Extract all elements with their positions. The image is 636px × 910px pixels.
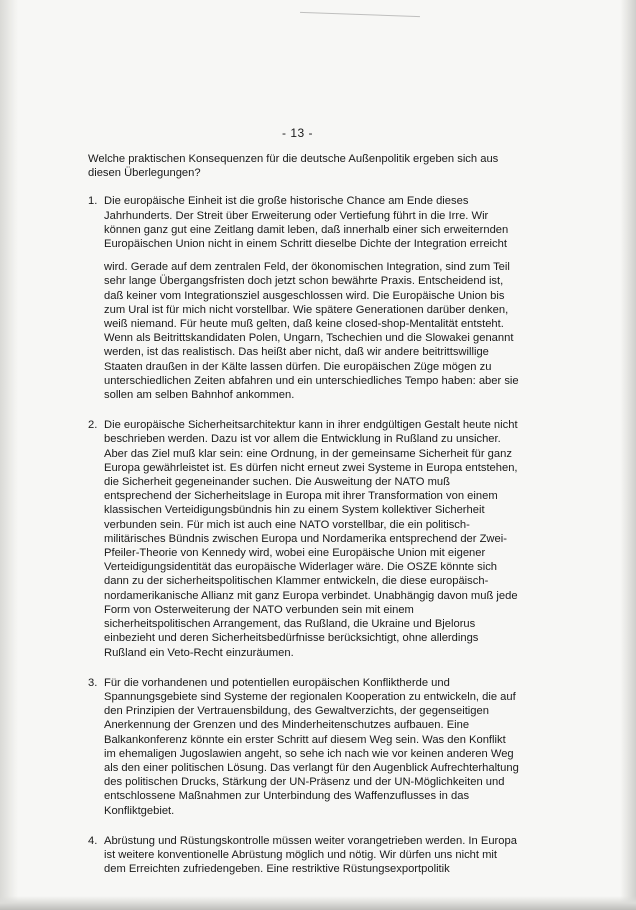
paragraph: wird. Gerade auf dem zentralen Feld, der ökonomischen Integration, sind zum Teil sehr lange Übergangsfristen doch jetzt schon bewährte Praxis. Entscheidend ist, daß keiner vom Integrationsziel ausgeschlossen wird. Die Europäische Union bis zum Ural ist für mich nicht vorstellbar. Wie spätere Generationen darüber denken, weiß niemand. Für heute muß gelten, daß keine closed-shop-Mentalität entsteht. Wenn als Beitrittskandidaten Polen, Ungarn, Tschechien und die Slowakei genannt werden, ist das realistisch. Das heißt aber nicht, daß wir andere beitrittswillige Staaten draußen in der Kälte lassen dürfen. Die europäischen Züge mögen zu unterschiedlichen Zeiten abfahren und ein unterschiedliches Tempo haben: aber sie sollen am selben Bahnhof ankommen. (104, 261, 519, 402)
paragraph: Die europäische Sicherheitsarchitektur kann in ihrer endgültigen Gestalt heute nicht beschrieben werden. Dazu ist vor allem die Entwicklung in Rußland zu unsicher. Aber das Ziel muß klar sein: eine Ordnung, in der gemeinsame Sicherheit für ganz Europa gewährleistet ist. Es dürfen nicht erneut zwei Systeme in Europa entstehen, die Sicherheit gegeneinander suchen. Die Ausweitung der NATO muß entsprechend der Sicherheitslage in Europa mit ihrer Transformation von einem klassischen Verteidigungsbündnis hin zu einem System kollektiver Sicherheit verbunden sein. Für mich ist auch eine NATO vorstellbar, die ein politisch-militärisches Bündnis zwischen Europa und Nordamerika entsprechend der Zwei-Pfeiler-Theorie von Kennedy wird, wobei eine Europäische Union mit eigener Verteidigungsidentität das europäische Widerlager wäre. Die OSZE könnte sich dann zu der sicherheitspolitischen Klammer entwickeln, die diese europäisch-nordamerikanische Allianz mit ganz Europa verbindet. Unabhängig davon muß jede Form von Osterweiterung der NATO verbunden sein mit einem sicherheitspolitischen Arrangement, das Rußland, die Ukraine und Bjelorus einbezieht und deren Sicherheitsbedürfnisse berücksichtigt, ohne allerdings Rußland ein Veto-Recht einzuräumen. (104, 419, 518, 659)
list-item-number: 1. (88, 195, 98, 208)
list-item-1 (88, 194, 520, 402)
list-item-2 (88, 418, 520, 659)
document-body (88, 152, 520, 892)
list-item-body (104, 834, 520, 877)
intro-question: Welche praktischen Konsequenzen für die deutsche Außenpolitik ergeben sich aus diesen Überlegungen? (88, 153, 499, 180)
list-item-3 (88, 676, 520, 818)
scan-edge-bottom (0, 896, 636, 910)
scan-artifact (300, 12, 420, 17)
list-item-number: 4. (88, 834, 98, 847)
paragraph: Abrüstung und Rüstungskontrolle müssen weiter vorangetrieben werden. In Europa ist weitere konventionelle Abrüstung möglich und nötig. Wir dürfen uns nicht mit dem Erreichten zufriedengeben. Eine restriktive Rüstungsexportpolitik (104, 834, 517, 876)
scan-edge-left (0, 0, 18, 910)
list-item-body (104, 676, 520, 818)
list-item-4 (88, 834, 520, 877)
page-number: - 13 - (282, 126, 314, 140)
list-item-body (104, 194, 520, 402)
paragraph: Für die vorhandenen und potentiellen europäischen Konfliktherde und Spannungsgebiete sind Systeme der regionalen Kooperation zu entwickeln, die auf den Prinzipien der Vertrauensbildung, des Gewaltverzichts, der gegenseitigen Anerkennung der Grenzen und des Minderheitenschutzes aufbauen. Eine Balkankonferenz könnte ein erster Schritt auf diesem Weg sein. Was den Konflikt im ehemaligen Jugoslawien angeht, so sehe ich nach wie vor keinen anderen Weg als den einer politischen Lösung. Das verlangt für den Augenblick Aufrechterhaltung des politischen Drucks, Stärkung der UN-Präsenz und der UN-Möglichkeiten und entschlossene Maßnahmen zur Unterbindung des Waffenzuflusses in das Konfliktgebiet. (104, 676, 519, 817)
paragraph: Die europäische Einheit ist die große historische Chance am Ende dieses Jahrhunderts. Der Streit über Erweiterung oder Vertiefung führt in die Irre. Wir können ganz gut eine Zeitlang damit leben, daß innerhalb einer sich erweiternden Europäischen Union nicht in einem Schritt dieselbe Dichte der Integration erreicht (104, 195, 509, 251)
scan-edge-right (620, 0, 636, 910)
list-item-number: 3. (88, 676, 98, 689)
list-item-number: 2. (88, 419, 98, 432)
list-item-body (104, 418, 520, 659)
